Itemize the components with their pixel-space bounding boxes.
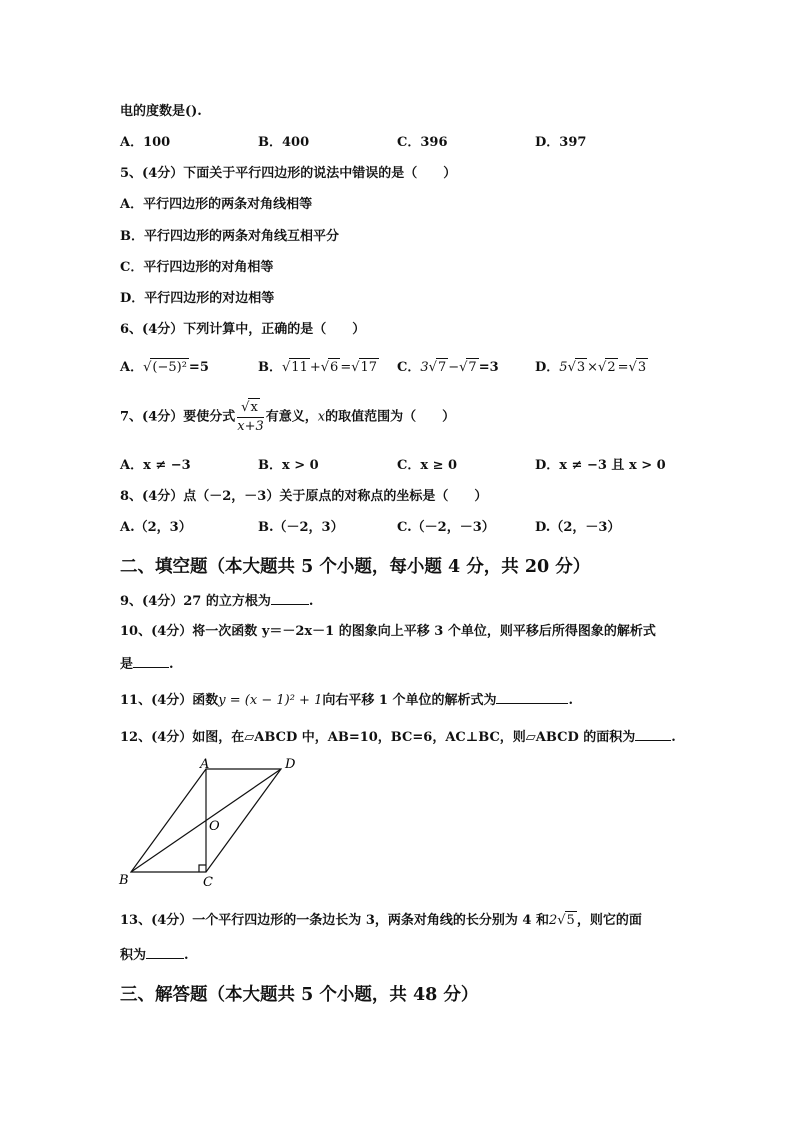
q11-answer-blank[interactable]: [496, 691, 568, 704]
q10-answer-blank[interactable]: [133, 655, 169, 668]
q7-option-d: D．x ≠ −3 且 x > 0: [535, 458, 666, 473]
q12-text: 12、(4分）如图，在▱ABCD 中，AB=10，BC=6，AC⊥BC，则▱ABCD 的面积为 .: [120, 730, 676, 745]
q11-text: 11、(4分）函数y = (x − 1)² + 1向右平移 1 个单位的解析式为 .: [120, 693, 573, 708]
q8-option-b: B.（－2，3）: [258, 520, 344, 535]
right-angle-mark: [199, 865, 206, 872]
q5-option-b: B．平行四边形的两条对角线互相平分: [120, 229, 339, 244]
continuation-text: 电的度数是().: [120, 104, 202, 119]
q5-stem: 5、(4分）下面关于平行四边形的说法中错误的是（ ）: [120, 166, 457, 181]
label-o: O: [209, 819, 220, 834]
q9-text: 9、(4分）27 的立方根为 .: [120, 594, 314, 609]
q8-stem: 8、(4分）点（－2，－3）关于原点的对称点的坐标是（ ）: [120, 489, 488, 504]
q6-option-b: B．√11 +√6 =√17: [258, 360, 378, 375]
q13-line2: 积为 .: [120, 948, 189, 963]
q6-option-a: A．√(−5)² =5: [120, 360, 209, 375]
label-a: A: [200, 757, 210, 772]
q8-option-a: A.（2，3）: [120, 520, 192, 535]
q13-answer-blank[interactable]: [146, 946, 184, 959]
q7-stem: 7、(4分）要使分式 $\frac{√x}{x+3}$ 有意义，x的取值范围为（ ）: [120, 400, 456, 434]
q9-answer-blank[interactable]: [271, 592, 309, 605]
q7-option-c: C．x ≥ 0: [397, 458, 458, 473]
q6-stem: 6、(4分）下列计算中，正确的是（ ）: [120, 322, 366, 337]
q4-option-c: C．396: [397, 135, 448, 150]
q10-line1: 10、(4分）将一次函数 y＝－2x－1 的图象向上平移 3 个单位，则平移后所得图象的解析式: [120, 624, 656, 639]
q10-line2: 是 .: [120, 657, 174, 672]
q6-option-d: D．5√3 ×√2 =√3: [535, 360, 647, 375]
q4-option-a: A．100: [120, 135, 171, 150]
q12-answer-blank[interactable]: [635, 728, 671, 741]
label-c: C: [203, 875, 213, 890]
section-2-title: 二、填空题（本大题共 5 个小题，每小题 4 分，共 20 分）: [120, 557, 591, 577]
label-d: D: [285, 757, 296, 772]
q4-option-d: D．397: [535, 135, 587, 150]
q7-option-a: A．x ≠ −3: [120, 458, 191, 473]
parallelogram-figure: [110, 752, 310, 892]
q8-option-c: C.（－2，－3）: [397, 520, 495, 535]
q5-option-d: D．平行四边形的对边相等: [120, 291, 275, 306]
section-3-title: 三、解答题（本大题共 5 个小题，共 48 分）: [120, 985, 479, 1005]
q5-option-c: C．平行四边形的对角相等: [120, 260, 274, 275]
q13-line1: 13、(4分）一个平行四边形的一条边长为 3，两条对角线的长分别为 4 和2√5 ，则它的面: [120, 913, 642, 928]
q7-option-b: B．x > 0: [258, 458, 319, 473]
q8-option-d: D.（2，－3）: [535, 520, 621, 535]
q5-option-a: A．平行四边形的两条对角线相等: [120, 197, 313, 212]
q7-fraction: $\frac{√x}{x+3}$: [237, 400, 264, 434]
q4-option-b: B．400: [258, 135, 310, 150]
q6-option-c: C．3√7 −√7 =3: [397, 360, 499, 375]
label-b: B: [119, 873, 129, 888]
